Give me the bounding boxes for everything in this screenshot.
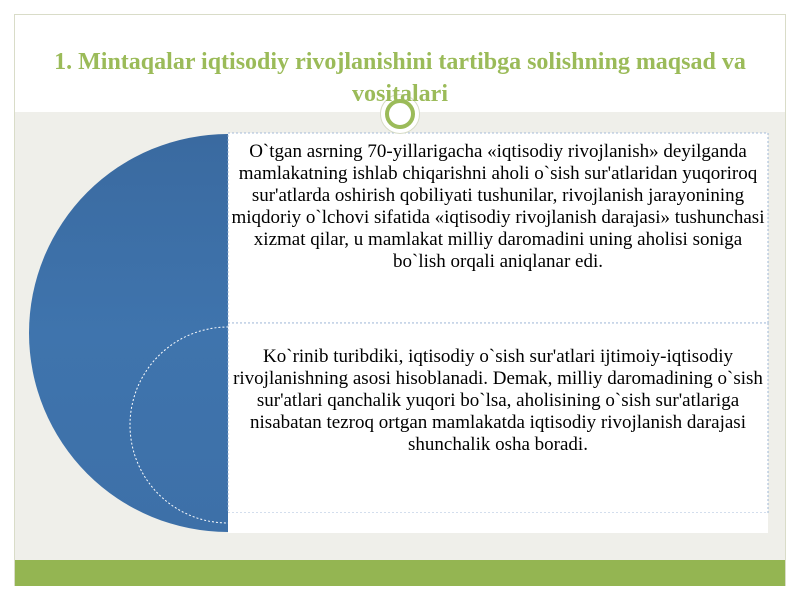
text-block-1: O`tgan asrning 70-yillarigacha «iqtisodiy rivojlanish» deyilganda mamlakatning ishlab chiqarishni aholi o`sish sur'atlaridan yuqoriroq sur'atlarda oshirish qobiliyati tushunilar, rivojlanish jarayonining miqdoriy o`lchovi sifatida «iqtisodiy rivojlanish darajasi» tushunchasi xizmat qilar, u mamlakat milliy daromadini uning aholisi soniga bo`lish orqali aniqlanar edi. xyxy=(231,141,765,272)
text-block-2: Ko`rinib turibdiki, iqtisodiy o`sish sur'atlari ijtimoiy-iqtisodiy rivojlanishning asosi hisoblanadi. Demak, milliy daromadining o`sish sur'atlari qanchalik yuqori bo`lsa, aholisining o`sish sur'atlariga nisabatan tezroq ortgan mamlakatda iqtisodiy rivojlanish darajasi shunchalik osha boradi. xyxy=(233,346,763,455)
panel-base-strip xyxy=(228,513,768,533)
slide-title: 1. Mintaqalar iqtisodiy rivojlanishini tartibga solishning maqsad va vositalari xyxy=(54,49,746,107)
